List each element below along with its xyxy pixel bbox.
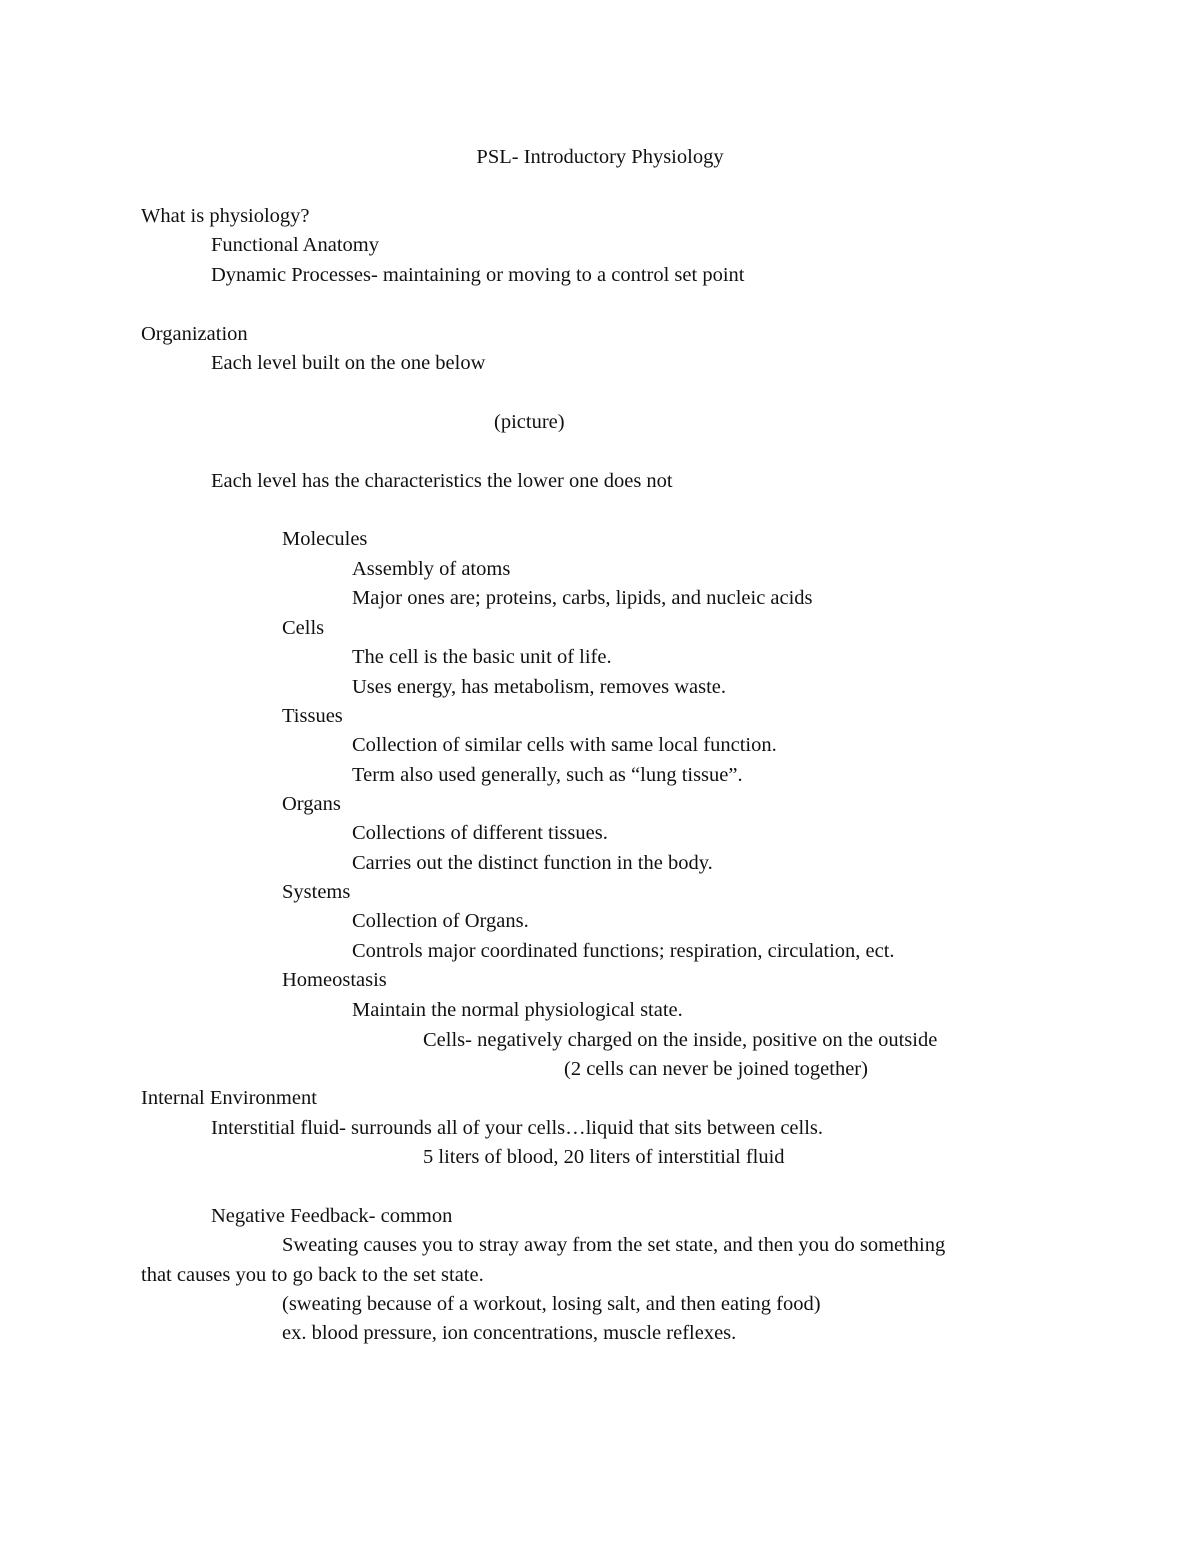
feedback-examples: ex. blood pressure, ion concentrations, muscle reflexes. <box>282 1322 737 1344</box>
level-detail: Assembly of atoms <box>352 558 511 580</box>
organization-characteristics: Each level has the characteristics the lower one does not <box>211 470 673 492</box>
item-dynamic-processes: Dynamic Processes- maintaining or moving to a control set point <box>211 264 745 286</box>
document-title: PSL- Introductory Physiology <box>476 146 724 168</box>
feedback-line-2: that causes you to go back to the set state. <box>141 1264 484 1286</box>
organization-intro: Each level built on the one below <box>211 352 486 374</box>
level-cells: Cells <box>282 617 325 639</box>
level-homeostasis: Homeostasis <box>282 969 387 991</box>
level-detail: Carries out the distinct function in the body. <box>352 852 713 874</box>
level-detail: Uses energy, has metabolism, removes waste. <box>352 676 727 698</box>
level-detail: Collection of similar cells with same local function. <box>352 734 777 756</box>
heading-organization: Organization <box>141 323 248 345</box>
level-detail: Term also used generally, such as “lung tissue”. <box>352 764 743 786</box>
level-detail: Major ones are; proteins, carbs, lipids, and nucleic acids <box>352 587 813 609</box>
feedback-example-paren: (sweating because of a workout, losing salt, and then eating food) <box>282 1293 821 1315</box>
level-detail: Maintain the normal physiological state. <box>352 999 683 1021</box>
level-detail: Collections of different tissues. <box>352 822 608 844</box>
level-detail: Controls major coordinated functions; respiration, circulation, ect. <box>352 940 895 962</box>
fluid-volumes: 5 liters of blood, 20 liters of interstitial fluid <box>423 1146 785 1168</box>
level-molecules: Molecules <box>282 528 368 550</box>
heading-internal-environment: Internal Environment <box>141 1087 317 1109</box>
item-functional-anatomy: Functional Anatomy <box>211 234 379 256</box>
level-organs: Organs <box>282 793 341 815</box>
level-systems: Systems <box>282 881 351 903</box>
level-tissues: Tissues <box>282 705 343 727</box>
heading-negative-feedback: Negative Feedback- common <box>211 1205 453 1227</box>
homeostasis-subdetail: Cells- negatively charged on the inside, positive on the outside <box>423 1029 938 1051</box>
heading-what-is-physiology: What is physiology? <box>141 205 310 227</box>
interstitial-fluid: Interstitial fluid- surrounds all of your cells…liquid that sits between cells. <box>211 1117 824 1139</box>
level-detail: The cell is the basic unit of life. <box>352 646 612 668</box>
homeostasis-note: (2 cells can never be joined together) <box>564 1058 868 1080</box>
level-detail: Collection of Organs. <box>352 910 529 932</box>
picture-placeholder: (picture) <box>494 411 565 433</box>
feedback-line-1: Sweating causes you to stray away from the set state, and then you do something <box>282 1234 946 1256</box>
